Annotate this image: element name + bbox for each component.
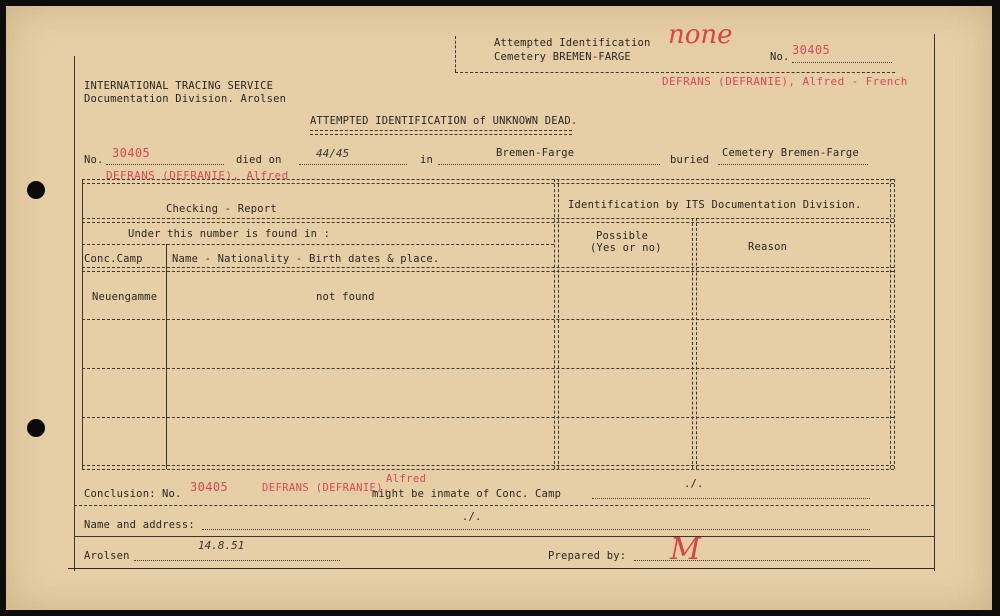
conclusion-camp-value: ./.	[684, 478, 704, 490]
handwritten-note: none	[668, 20, 733, 50]
header-subject: DEFRANS (DEFRANIE), Alfred - French	[662, 75, 908, 88]
conclusion-label: Conclusion:	[84, 488, 156, 500]
table-divider-camp	[166, 244, 167, 469]
conclusion-no-label: No.	[162, 488, 182, 500]
prepared-by-label: Prepared by:	[548, 550, 627, 562]
footer-place: Arolsen	[84, 550, 130, 562]
checking-header: Checking - Report	[166, 203, 277, 215]
table-top	[82, 179, 894, 184]
org-line1: INTERNATIONAL TRACING SERVICE	[84, 80, 274, 92]
possible-label-1: Possible	[596, 230, 649, 242]
table-divider-reason	[692, 218, 697, 469]
header-box-bottom	[455, 72, 895, 73]
record-in-label: in	[420, 154, 434, 166]
punch-hole-top	[27, 181, 45, 199]
name-address-label: Name and address:	[84, 519, 195, 531]
row1-camp: Neuengamme	[92, 291, 158, 303]
col-camp-header: Conc.Camp	[84, 253, 143, 265]
header-no-value: 30405	[792, 43, 831, 57]
table-bottom	[82, 465, 894, 470]
left-border	[74, 56, 75, 571]
record-buried-label: buried	[670, 154, 710, 166]
record-name: DEFRANS (DEFRANIE), Alfred	[106, 169, 289, 182]
conclusion-name-2: Alfred	[386, 473, 427, 485]
reason-label: Reason	[748, 241, 788, 253]
signature: M	[670, 532, 701, 567]
conclusion-number: 30405	[190, 480, 229, 494]
conclusion-might-be: might be inmate of Conc. Camp	[372, 488, 562, 500]
page-title: ATTEMPTED IDENTIFICATION of UNKNOWN DEAD.	[310, 115, 578, 127]
header-box-left	[455, 36, 456, 72]
header-box-line1: Attempted Identification	[494, 37, 651, 49]
record-died-value: 44/45	[316, 147, 350, 160]
punch-hole-bottom	[27, 419, 45, 437]
header-box-line2: Cemetery BREMEN-FARGE	[494, 51, 631, 63]
org-line2: Documentation Division. Arolsen	[84, 93, 287, 105]
record-died-label: died on	[236, 154, 282, 166]
name-address-value: ./.	[462, 511, 482, 523]
record-cemetery: Cemetery Bremen-Farge	[722, 147, 859, 159]
record-place: Bremen-Farge	[496, 147, 575, 159]
header-no-label: No.	[770, 51, 790, 63]
record-number: 30405	[112, 146, 151, 160]
row1-name: not found	[316, 291, 375, 303]
possible-label-2: (Yes or no)	[590, 242, 662, 254]
conclusion-name-1: DEFRANS (DEFRANIE),	[262, 482, 390, 494]
index-card	[6, 6, 992, 610]
footer-date: 14.8.51	[198, 539, 245, 552]
under-number-label: Under this number is found in :	[128, 228, 331, 240]
right-border	[934, 34, 935, 571]
ident-header: Identification by ITS Documentation Division.	[568, 199, 862, 211]
col-name-header: Name - Nationality - Birth dates & place.	[172, 253, 440, 265]
record-no-label: No.	[84, 154, 104, 166]
